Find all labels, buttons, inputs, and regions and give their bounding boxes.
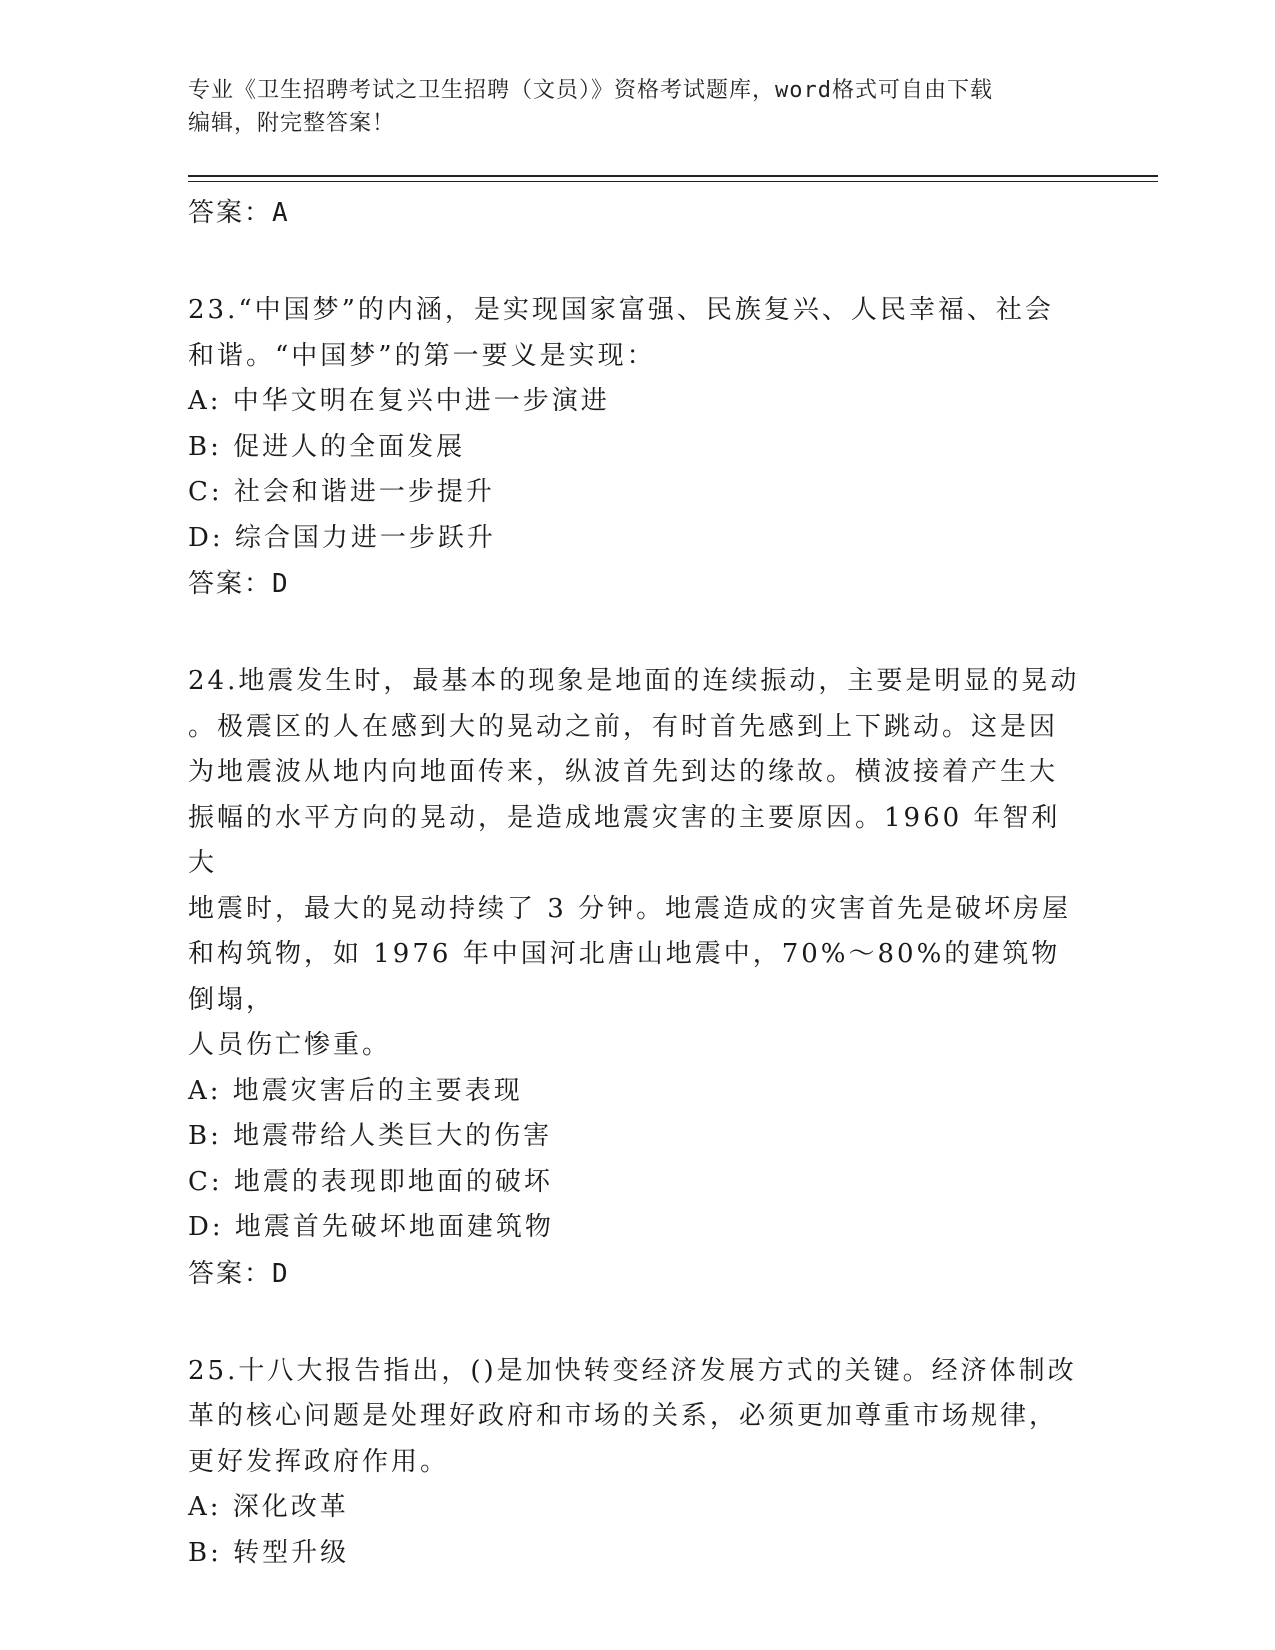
answer-label: 答案： bbox=[188, 198, 273, 228]
answer-label: 答案： bbox=[188, 1258, 273, 1289]
question-stem-line: 更好发挥政府作用。 bbox=[188, 1446, 450, 1477]
question-stem-line: 地震时，最大的晃动持续了 3 分钟。地震造成的灾害首先是破坏房屋 bbox=[188, 893, 1072, 924]
option-a: A: 中华文明在复兴中进一步演进 bbox=[188, 386, 610, 416]
question-list bbox=[188, 190, 1088, 1576]
answer-value: D bbox=[272, 1258, 290, 1289]
option-b: B: 促进人的全面发展 bbox=[188, 431, 466, 462]
header-line-2: 编辑，附完整答案！ bbox=[188, 111, 396, 136]
question-stem-line: 人员伤亡惨重。 bbox=[188, 1030, 392, 1060]
header-rule-thin bbox=[188, 181, 1158, 182]
answer-value: A bbox=[272, 198, 290, 228]
option-c: C: 地震的表现即地面的破坏 bbox=[188, 1166, 553, 1197]
question-25 bbox=[188, 1349, 1088, 1577]
option-b: B: 转型升级 bbox=[188, 1537, 350, 1568]
question-23 bbox=[188, 288, 1088, 607]
answer-label: 答案： bbox=[188, 569, 273, 599]
question-stem-line: 。极震区的人在感到大的晃动之前，有时首先感到上下跳动。这是因 bbox=[188, 711, 1059, 742]
question-stem-line: 振幅的水平方向的晃动，是造成地震灾害的主要原因。1960 年智利大 bbox=[188, 802, 1061, 878]
question-answer bbox=[188, 561, 1088, 607]
page-header bbox=[188, 74, 1068, 140]
question-answer bbox=[188, 1251, 1088, 1297]
header-rule-thick bbox=[188, 175, 1158, 177]
question-stem-line: 和构筑物，如 1976 年中国河北唐山地震中，70%～80%的建筑物倒塌， bbox=[188, 939, 1061, 1015]
previous-answer bbox=[188, 190, 1088, 236]
question-stem-line: 23.“中国梦”的内涵，是实现国家富强、民族复兴、人民幸福、社会 bbox=[188, 295, 1054, 325]
option-b: B: 地震带给人类巨大的伤害 bbox=[188, 1121, 553, 1151]
question-stem-line: 和谐。“中国梦”的第一要义是实现： bbox=[188, 340, 656, 371]
header-line-1: 专业《卫生招聘考试之卫生招聘（文员）》资格考试题库，word格式可自由下载 bbox=[188, 78, 993, 103]
option-c: C: 社会和谐进一步提升 bbox=[188, 477, 495, 507]
option-a: A: 深化改革 bbox=[188, 1492, 349, 1522]
question-stem-line: 25.十八大报告指出，()是加快转变经济发展方式的关键。经济体制改 bbox=[188, 1355, 1077, 1386]
question-stem-line: 革的核心问题是处理好政府和市场的关系，必须更加尊重市场规律， bbox=[188, 1401, 1059, 1431]
option-a: A: 地震灾害后的主要表现 bbox=[188, 1075, 523, 1106]
answer-value: D bbox=[272, 569, 290, 599]
question-24 bbox=[188, 659, 1088, 1297]
option-d: D: 综合国力进一步跃升 bbox=[188, 522, 496, 553]
question-stem-line: 24.地震发生时，最基本的现象是地面的连续振动，主要是明显的晃动 bbox=[188, 666, 1080, 696]
option-d: D: 地震首先破坏地面建筑物 bbox=[188, 1212, 554, 1242]
question-stem-line: 为地震波从地内向地面传来，纵波首先到达的缘故。横波接着产生大 bbox=[188, 757, 1059, 787]
